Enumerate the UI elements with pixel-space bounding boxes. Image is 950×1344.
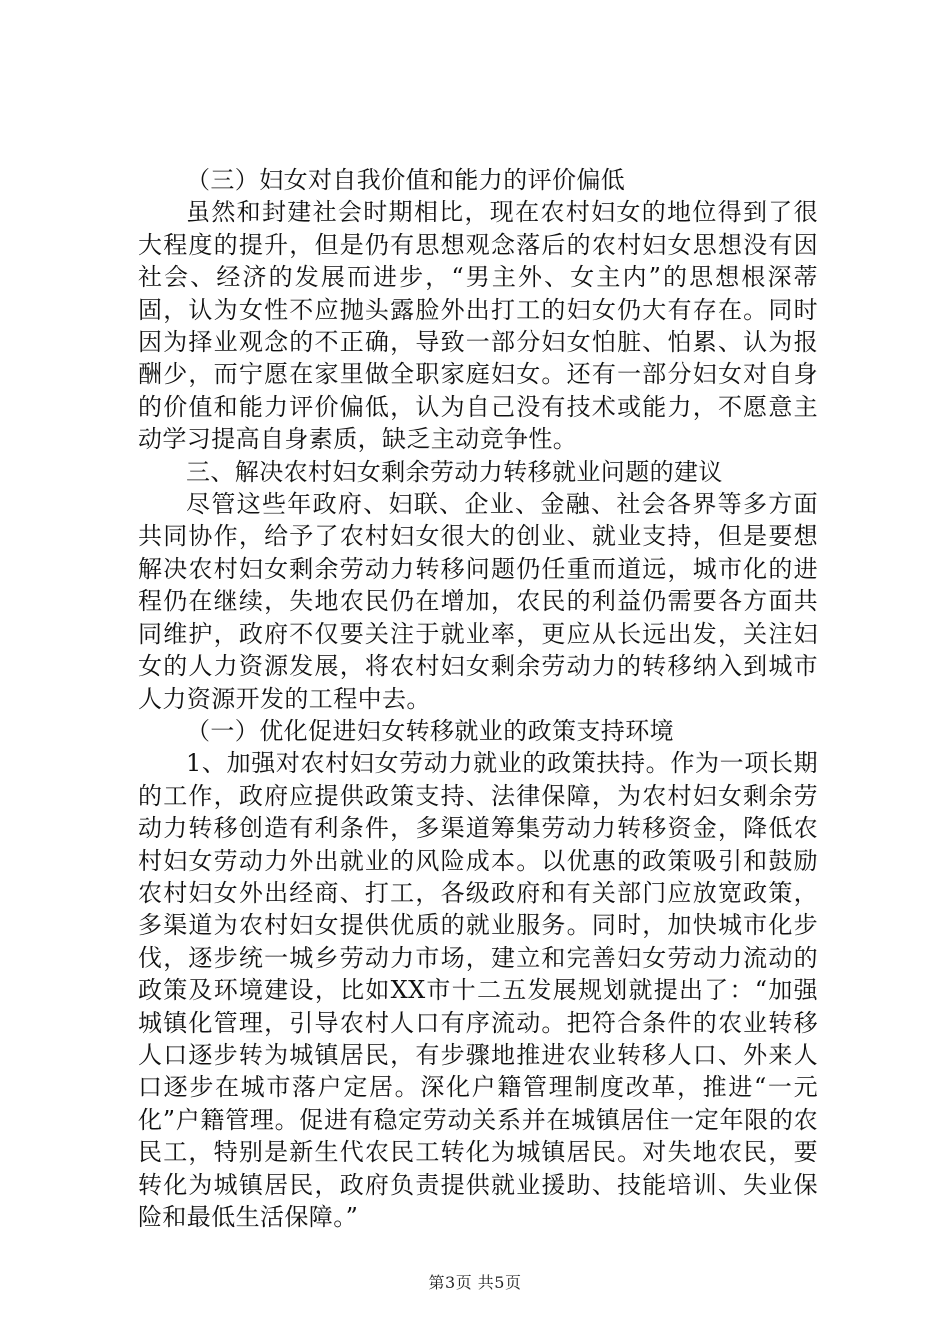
paragraph-policy-support: 1、加强对农村妇女劳动力就业的政策扶持。作为一项长期的工作，政府应提供政策支持、法律保障，为农村妇女剩余劳动力转移创造有利条件，多渠道筹集劳动力转移资金，降低农村妇女劳动力外出就业的风险成本。以优惠的政策吸引和鼓励农村妇女外出经商、打工，各级政府和有关部门应放宽政策，多渠道为农村妇女提供优质的就业服务。同时，加快城市化步伐，逐步统一城乡劳动力市场，建立和完善妇女劳动力流动的政策及环境建设，比如XX市十二五发展规划就提出了：“加强城镇化管理，引导农村人口有序流动。把符合条件的农业转移人口逐步转为城镇居民，有步骤地推进农业转移人口、外来人口逐步在城市落户定居。深化户籍管理制度改革，推进“一元化”户籍管理。促进有稳定劳动关系并在城镇居住一定年限的农民工，特别是新生代农民工转化为城镇居民。对失地农民，要转化为城镇居民，政府负责提供就业援助、技能培训、失业保险和最低生活保障。” xyxy=(138,749,818,1231)
paragraph-self-evaluation: 虽然和封建社会时期相比，现在农村妇女的地位得到了很大程度的提升，但是仍有思想观念落后的农村妇女思想没有因社会、经济的发展而进步，“男主外、女主内”的思想根深蒂固，认为女性不应抛头露脸外出打工的妇女仍大有存在。同时因为择业观念的不正确，导致一部分妇女怕脏、怕累、认为报酬少，而宁愿在家里做全职家庭妇女。还有一部分妇女对自身的价值和能力评价偏低，认为自己没有技术或能力，不愿意主动学习提高自身素质，缺乏主动竞争性。 xyxy=(138,198,818,454)
document-body xyxy=(138,164,818,1233)
section-heading-self-evaluation: （三）妇女对自我价值和能力的评价偏低 xyxy=(186,166,626,194)
section-heading-policy-environment: （一）优化促进妇女转移就业的政策支持环境 xyxy=(186,716,674,745)
paragraph-suggestions-intro: 尽管这些年政府、妇联、企业、金融、社会各界等多方面共同协作，给予了农村妇女很大的创业、就业支持，但是要想解决农村妇女剩余劳动力转移问题仍任重而道远，城市化的进程仍在继续，失地农民仍在增加，农民的利益仍需要各方面共同维护，政府不仅要关注于就业率，更应从长远出发，关注妇女的人力资源发展，将农村妇女剩余劳动力的转移纳入到城市人力资源开发的工程中去。 xyxy=(138,490,818,713)
page-number-footer: 第3页 共5页 xyxy=(428,1273,522,1292)
section-heading-suggestions: 三、解决农村妇女剩余劳动力转移就业问题的建议 xyxy=(186,457,723,486)
